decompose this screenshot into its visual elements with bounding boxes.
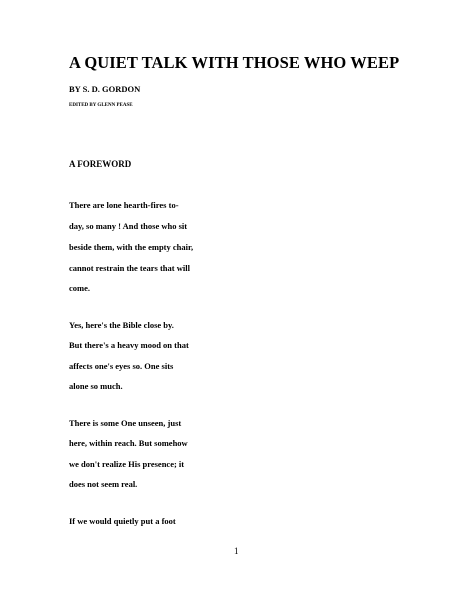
paragraph-3-line-2: here, within reach. But somehow [69,438,188,448]
paragraph-2-line-2: But there's a heavy mood on that [69,340,189,350]
editor-credit: EDITED BY GLENN PEASE [69,103,133,108]
paragraph-1-line-1: There are lone hearth-fires to- [69,200,179,210]
paragraph-1-line-5: come. [69,283,91,293]
paragraph-1-line-3: beside them, with the empty chair, [69,242,194,252]
paragraph-3-line-1: There is some One unseen, just [69,418,182,428]
paragraph-1-line-4: cannot restrain the tears that will [69,263,190,273]
author-byline: BY S. D. GORDON [69,84,141,94]
paragraph-4-line-1: If we would quietly put a foot [69,516,176,526]
document-title: A QUIET TALK WITH THOSE WHO WEEP [69,53,400,72]
paragraph-3-line-3: we don't realize His presence; it [69,459,185,469]
paragraph-3-line-4: does not seem real. [69,479,138,489]
page-number: 1 [234,546,239,556]
paragraph-2-line-3: affects one's eyes so. One sits [69,361,174,371]
paragraph-2-line-1: Yes, here's the Bible close by. [69,320,174,330]
paragraph-2-line-4: alone so much. [69,381,123,391]
section-heading: A FOREWORD [69,159,132,169]
paragraph-1-line-2: day, so many ! And those who sit [69,221,188,231]
